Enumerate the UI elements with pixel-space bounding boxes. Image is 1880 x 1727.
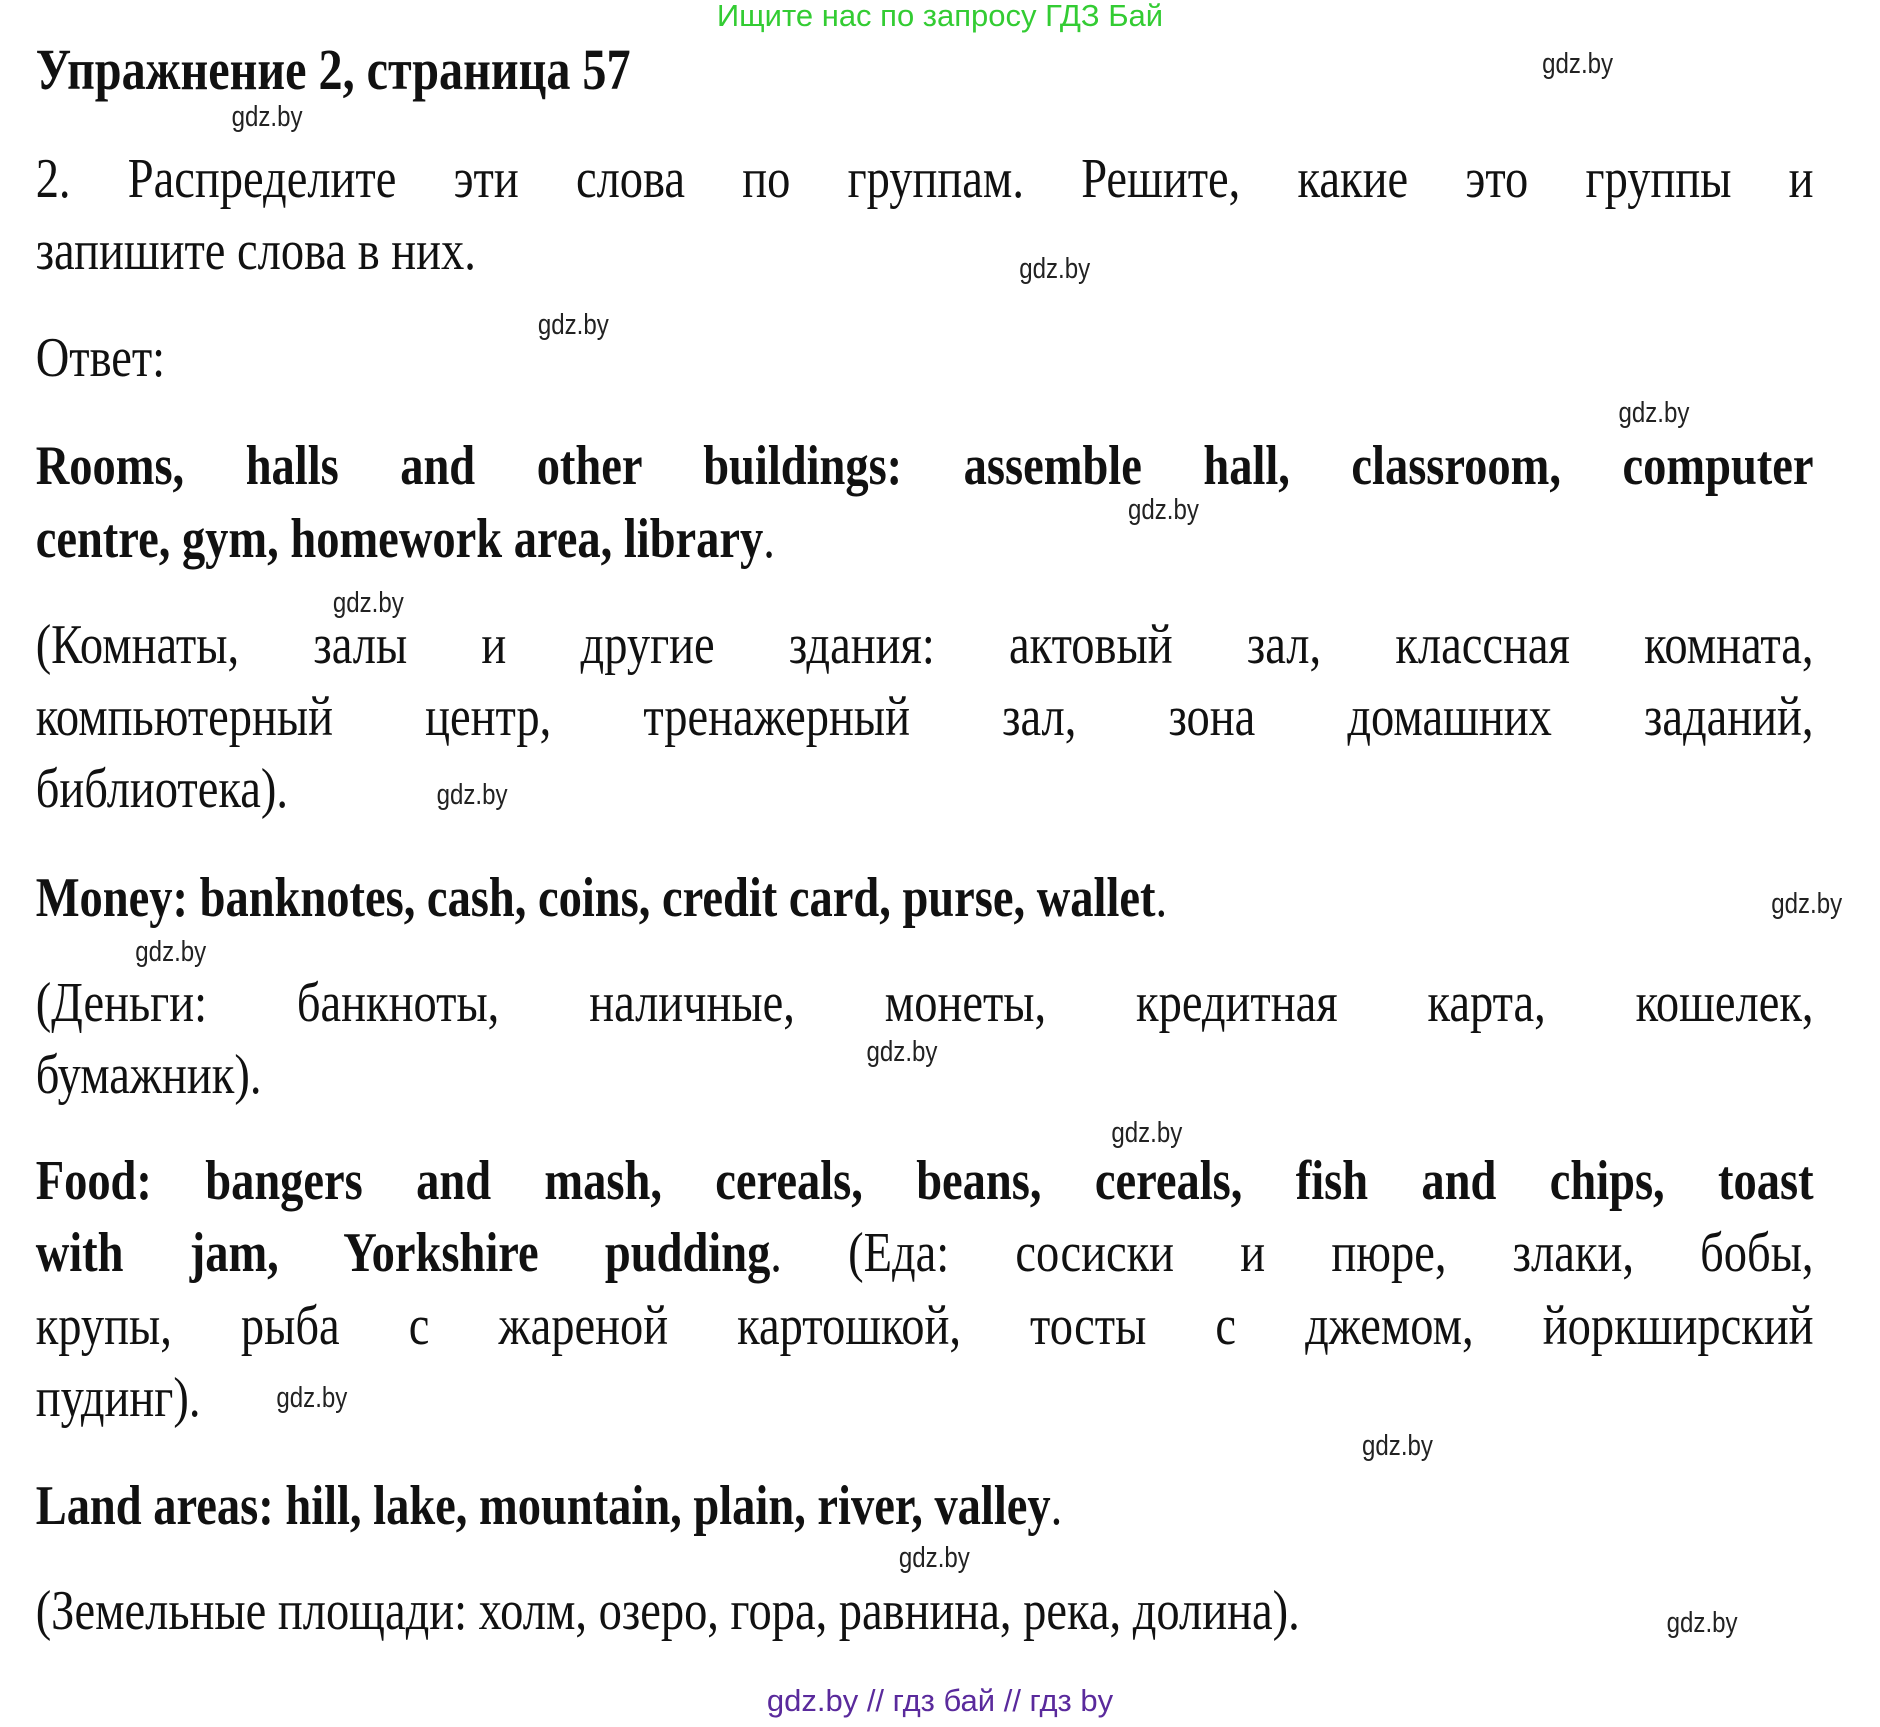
- watermark: gdz.by: [1111, 1117, 1183, 1149]
- watermark: gdz.by: [332, 587, 404, 619]
- food-words: with jam, Yorkshire pudding: [35, 1222, 771, 1284]
- answer-label: Ответ:: [35, 327, 166, 389]
- task-line: 2. Распределите эти слова по группам. Решите, какие это группы и: [35, 148, 1814, 210]
- rooms-translation: компьютерный центр, тренажерный зал, зона домашних заданий,: [35, 686, 1814, 748]
- rooms-translation: (Комнаты, залы и другие здания: актовый зал, классная комната,: [35, 614, 1814, 676]
- watermark: gdz.by: [1618, 397, 1690, 429]
- food-translation: . (Еда: сосиски и пюре, злаки, бобы,: [770, 1222, 1814, 1284]
- watermark: gdz.by: [898, 1542, 970, 1574]
- footer-watermark: gdz.by // гдз бай // гдз by: [766, 1683, 1114, 1718]
- watermark: gdz.by: [276, 1382, 348, 1414]
- rooms-translation: библиотека).: [35, 758, 288, 820]
- watermark: gdz.by: [537, 309, 609, 341]
- watermark: gdz.by: [866, 1036, 938, 1068]
- rooms-words: centre, gym, homework area, library: [35, 508, 764, 570]
- money-translation: (Деньги: банкноты, наличные, монеты, кредитная карта, кошелек,: [35, 972, 1814, 1034]
- search-prompt-banner: Ищите нас по запросу ГДЗ Бай: [716, 0, 1164, 33]
- food-translation: крупы, рыба с жареной картошкой, тосты с джемом, йоркширский: [35, 1295, 1814, 1357]
- watermark: gdz.by: [1542, 48, 1614, 80]
- food-line: Food: bangers and mash, cereals, beans, cereals, fish and chips, toast: [35, 1150, 1814, 1212]
- money-translation: бумажник).: [35, 1044, 262, 1106]
- rooms-line: [36, 507, 1814, 571]
- land-line: [36, 1474, 1814, 1538]
- watermark: gdz.by: [436, 779, 508, 811]
- money-words: Money: banknotes, cash, coins, credit card, purse, wallet: [35, 867, 1156, 929]
- watermark: gdz.by: [1019, 253, 1091, 285]
- period: .: [763, 508, 775, 570]
- watermark: gdz.by: [1771, 888, 1843, 920]
- period: .: [1050, 1475, 1063, 1537]
- period: .: [1155, 867, 1168, 929]
- watermark: gdz.by: [231, 101, 303, 133]
- rooms-line: Rooms, halls and other buildings: assemble hall, classroom, computer: [35, 435, 1814, 497]
- land-words: Land areas: hill, lake, mountain, plain, river, valley: [35, 1475, 1051, 1537]
- watermark: gdz.by: [1666, 1607, 1738, 1639]
- watermark: gdz.by: [1127, 494, 1199, 526]
- land-translation: (Земельные площади: холм, озеро, гора, равнина, река, долина).: [35, 1580, 1300, 1642]
- food-line: [36, 1221, 1814, 1285]
- watermark: gdz.by: [1362, 1430, 1433, 1462]
- food-translation: пудинг).: [35, 1367, 201, 1429]
- watermark: gdz.by: [135, 936, 207, 968]
- task-line: запишите слова в них.: [35, 220, 476, 282]
- money-line: [36, 866, 1814, 930]
- page-title: Упражнение 2, страница 57: [35, 37, 631, 102]
